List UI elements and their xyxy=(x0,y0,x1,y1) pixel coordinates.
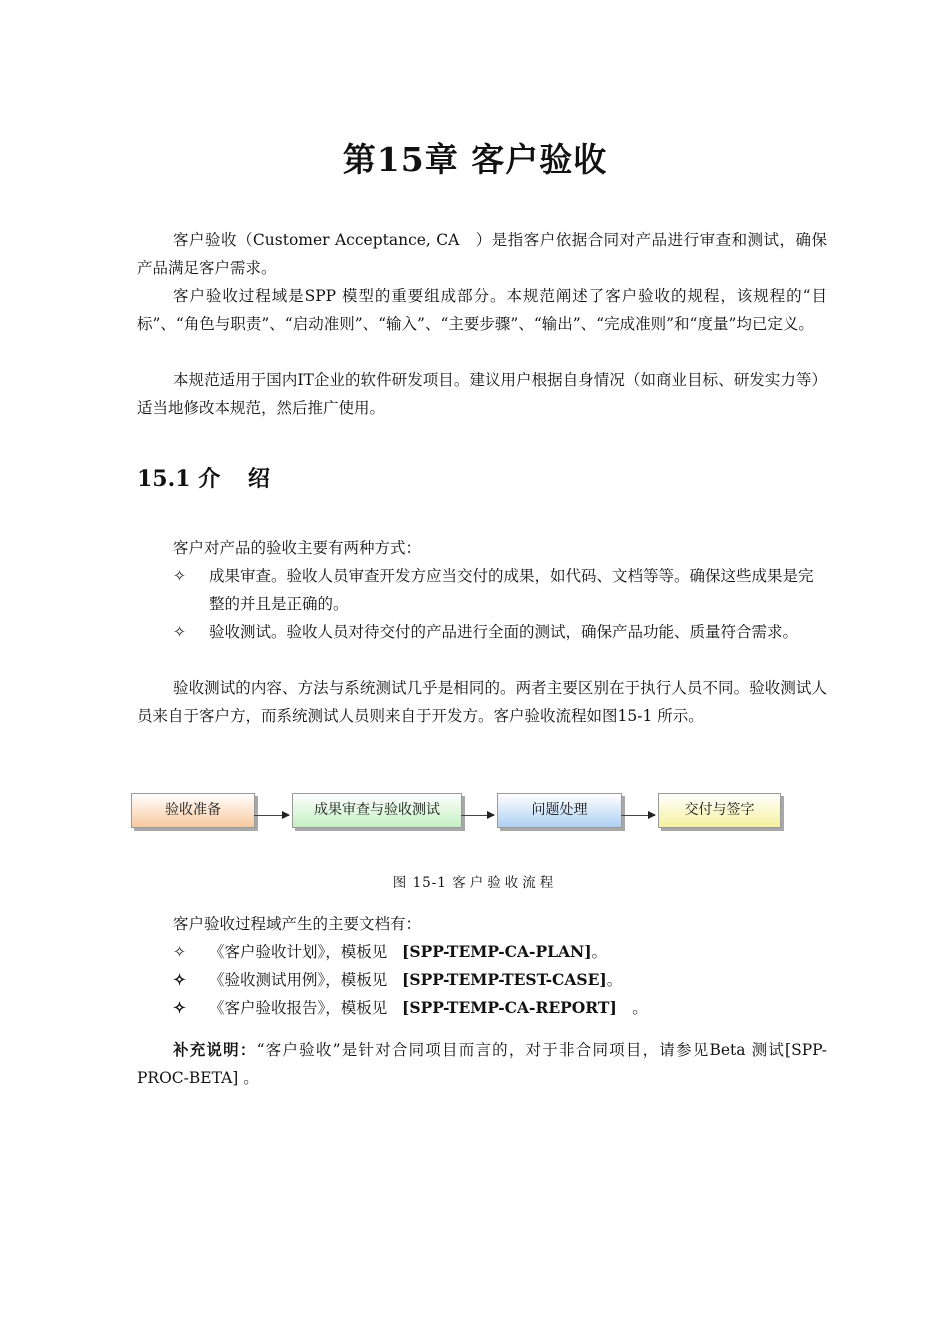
bullet-icon: ✧ xyxy=(173,970,186,989)
note-label: 补充说明： xyxy=(173,1040,257,1059)
bullet-icon: ✧ xyxy=(173,998,186,1017)
doc-item xyxy=(209,994,819,1022)
figure-title: 客户验收流程 xyxy=(452,875,558,891)
flow-step-delivery-signoff: 交付与签字 xyxy=(658,793,781,828)
bullet-icon: ✧ xyxy=(173,943,186,961)
section-heading xyxy=(137,462,280,493)
flow-step-prepare: 验收准备 xyxy=(131,793,255,828)
intro-paragraph-3: 本规范适用于国内IT企业的软件研发项目。建议用户根据自身情况（如商业目标、研发实力等）适当地修改本规范，然后推广使用。 xyxy=(137,371,827,417)
flow-step-review-test: 成果审查与验收测试 xyxy=(292,793,462,828)
docs-lead: 客户验收过程域产生的主要文档有： xyxy=(173,915,422,933)
doc-end: 。 xyxy=(591,943,608,961)
doc-name: 《客户验收计划》，模板见 xyxy=(209,943,388,961)
bullet-icon: ✧ xyxy=(173,567,186,585)
doc-template-ref: [SPP-TEMP-CA-REPORT] xyxy=(402,998,617,1017)
figure-label: 图 15-1 xyxy=(392,875,447,891)
bullet-icon: ✧ xyxy=(173,623,186,641)
doc-name: 《验收测试用例》，模板见 xyxy=(209,971,388,989)
doc-item xyxy=(209,966,819,994)
section-paragraph: 验收测试的内容、方法与系统测试几乎是相同的。两者主要区别在于执行人员不同。验收测试人员来自于客户方，而系统测试人员则来自于开发方。客户验收流程如图15-1 所示。 xyxy=(137,679,827,725)
figure-caption xyxy=(0,871,950,891)
chapter-title: 第15章 客户验收 xyxy=(342,140,608,179)
doc-template-ref: [SPP-TEMP-CA-PLAN] xyxy=(402,942,592,961)
section-title: 介 绍 xyxy=(198,466,280,492)
list-item-text: 验收测试。验收人员对待交付的产品进行全面的测试，确保产品功能、质量符合需求。 xyxy=(209,623,799,641)
list-item-text: 成果审查。验收人员审查开发方应当交付的成果，如代码、文档等等。确保这些成果是完整的并且是正确的。 xyxy=(209,567,814,613)
supplementary-note xyxy=(137,1036,827,1092)
section-lead: 客户对产品的验收主要有两种方式： xyxy=(173,539,422,557)
note-text: “客户验收”是针对合同项目而言的，对于非合同项目，请参见Beta 测试[SPP-PROC-BETA] 。 xyxy=(137,1041,827,1087)
intro-paragraph-2: 客户验收过程域是SPP 模型的重要组成部分。本规范阐述了客户验收的规程，该规程的“目标”、“角色与职责”、“启动准则”、“输入”、“主要步骤”、“输出”、“完成准则”和“度量”均已定义。 xyxy=(137,287,827,333)
doc-end: 。 xyxy=(606,971,623,989)
doc-item xyxy=(209,938,819,966)
doc-name: 《客户验收报告》，模板见 xyxy=(209,999,388,1017)
flow-arrow xyxy=(254,815,289,816)
flow-step-issue-handling: 问题处理 xyxy=(497,793,622,828)
flow-arrow xyxy=(621,815,655,816)
intro-paragraph-1: 客户验收（Customer Acceptance, CA ）是指客户依据合同对产品进行审查和测试，确保产品满足客户需求。 xyxy=(137,231,827,277)
doc-template-ref: [SPP-TEMP-TEST-CASE] xyxy=(402,970,607,989)
doc-end: 。 xyxy=(616,999,648,1017)
section-number: 15.1 xyxy=(137,466,191,492)
flow-arrow xyxy=(461,815,494,816)
